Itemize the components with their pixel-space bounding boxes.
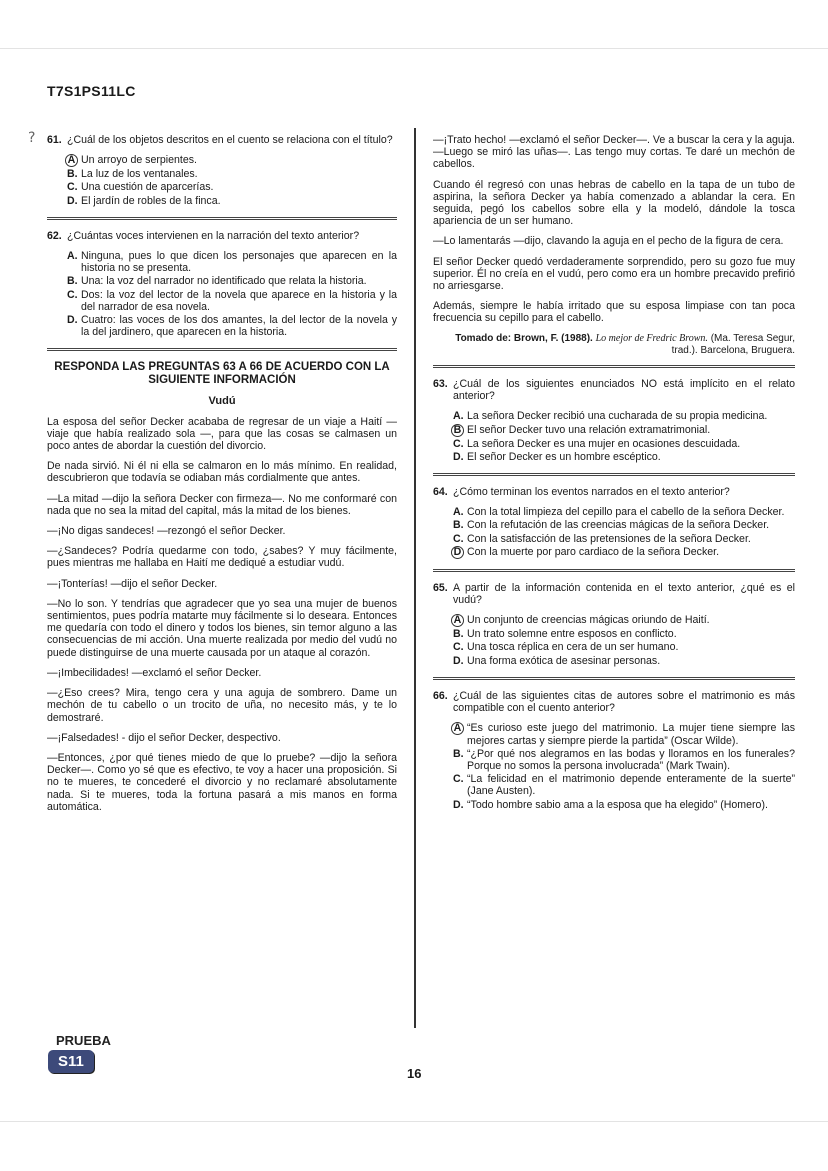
option-c[interactable] <box>453 533 795 545</box>
option-text: Un conjunto de creencias mágicas oriundo de Haití. <box>467 614 710 627</box>
option-text: “Todo hombre sabio ama a la esposa que ha elegido” (Homero). <box>467 798 768 811</box>
option-a[interactable] <box>453 722 795 746</box>
option-a[interactable] <box>67 250 397 274</box>
question-text: ¿Cuál de las siguientes citas de autores sobre el matrimonio es más compatible con el cuento anterior? <box>453 689 795 715</box>
option-letter: C. <box>67 181 78 194</box>
right-column <box>433 134 795 821</box>
option-c[interactable] <box>453 641 795 653</box>
option-a[interactable] <box>67 154 397 167</box>
source-title: Lo mejor de Fredric Brown. <box>595 332 708 344</box>
option-text: Ninguna, pues lo que dicen los personajes que aparecen en la historia no se presenta. <box>81 250 397 275</box>
option-text: “Es curioso este juego del matrimonio. La mujer tiene siempre las mejores cartas y siempre pierde la partida” (Oscar Wilde). <box>467 722 795 747</box>
option-letter: B. <box>67 168 78 181</box>
option-b[interactable] <box>453 424 795 437</box>
story-paragraph: —¿Eso crees? Mira, tengo cera y una aguja de sombrero. Dame un mechón de tu cabello o un trocito de uña, no necesito más, y te lo demostraré. <box>47 687 397 724</box>
option-d[interactable] <box>67 195 397 207</box>
option-a[interactable] <box>453 614 795 627</box>
option-b[interactable] <box>67 275 397 287</box>
option-letter: D. <box>453 654 464 667</box>
option-letter: A. <box>453 410 464 423</box>
test-badge <box>48 1033 111 1073</box>
source-prefix: Tomado de: Brown, F. (1988). <box>455 332 593 344</box>
question-number: 62. <box>47 229 62 242</box>
circled-letter: A <box>451 614 464 627</box>
story-paragraph: —Lo lamentarás —dijo, clavando la aguja en el pecho de la figura de cera. <box>433 235 784 248</box>
option-letter: C. <box>453 532 464 545</box>
option-text: Con la muerte por paro cardiaco de la señora Decker. <box>467 545 720 558</box>
question-number: 63. <box>433 378 448 391</box>
story-paragraph: —¡Tonterías! —dijo el señor Decker. <box>47 577 218 590</box>
question-number: 64. <box>433 486 448 499</box>
option-d[interactable] <box>453 451 795 463</box>
option-text: Una: la voz del narrador no identificado que relata la historia. <box>81 275 367 288</box>
story-paragraph: —La mitad —dijo la señora Decker con firmeza—. No me conformaré con nada que no sea la mitad del capital, más la mitad de los bienes. <box>47 492 397 517</box>
separator <box>433 473 795 476</box>
option-text: El señor Decker es un hombre escéptico. <box>467 450 661 463</box>
question-64 <box>433 486 795 559</box>
story-paragraph: Además, siempre le había irritado que su esposa limpiase con tan poca frecuencia su cepillo para el cabello. <box>433 300 795 325</box>
option-a[interactable] <box>453 506 795 518</box>
option-text: El señor Decker tuvo una relación extramatrimonial. <box>467 423 711 436</box>
option-text: Dos: la voz del lector de la novela que aparece en la historia y la del narrador de esa novela. <box>81 288 397 313</box>
story-title: Vudú <box>208 395 236 408</box>
option-text: Cuatro: las voces de los dos amantes, la del lector de la novela y la del jardinero, que aparecen en la historia. <box>81 314 397 339</box>
option-b[interactable] <box>67 168 397 180</box>
story-paragraph: —¡No digas sandeces! —rezongó el señor Decker. <box>47 525 286 538</box>
badge-code: S11 <box>48 1050 94 1073</box>
question-66 <box>433 690 795 811</box>
story-paragraph: —Entonces, ¿por qué tienes miedo de que lo pruebe? —dijo la señora Decker—. Como yo sé que es efectivo, te voy a hacer una proposición. Si no te mueres, te concederé el divorcio y no reclamaré absolutamente nada. Si te mueres, toda la fortuna pasará a mis manos en forma automática. <box>47 751 397 813</box>
option-d[interactable] <box>453 546 795 559</box>
option-b[interactable] <box>453 748 795 772</box>
option-letter: A. <box>453 506 464 519</box>
option-text: El jardín de robles de la finca. <box>81 194 221 207</box>
separator <box>47 348 397 351</box>
question-text: A partir de la información contenida en el texto anterior, ¿qué es el vudú? <box>453 581 795 607</box>
option-letter: B. <box>67 275 78 288</box>
page-number: 16 <box>407 1066 422 1081</box>
question-text: ¿Cuál de los objetos descritos en el cuento se relaciona con el título? <box>67 134 393 146</box>
circled-letter: A <box>65 154 78 167</box>
separator <box>433 677 795 680</box>
option-text: “La felicidad en el matrimonio depende enteramente de la suerte” (Jane Austen). <box>467 773 795 798</box>
instructions-heading: RESPONDA LAS PREGUNTAS 63 A 66 DE ACUERDO CON LA SIGUIENTE INFORMACIÓN <box>54 361 390 387</box>
option-c[interactable] <box>453 773 795 797</box>
source-suffix: (Ma. Teresa Segur, trad.). Barcelona, Bruguera. <box>671 332 795 356</box>
story-paragraph: —¡Falsedades! - dijo el señor Decker, despectivo. <box>47 731 281 744</box>
option-letter: D. <box>453 450 464 463</box>
option-text: Con la satisfacción de las pretensiones de la señora Decker. <box>467 532 751 545</box>
option-text: Una cuestión de aparcerías. <box>81 181 214 194</box>
option-b[interactable] <box>453 519 795 531</box>
option-a[interactable] <box>453 410 795 422</box>
option-letter: D. <box>67 314 78 327</box>
pencil-question-mark: ? <box>28 130 36 146</box>
option-c[interactable] <box>67 181 397 193</box>
option-b[interactable] <box>453 628 795 640</box>
option-text: Un arroyo de serpientes. <box>81 154 198 167</box>
option-letter: A. <box>67 250 78 263</box>
option-letter: B. <box>453 628 464 641</box>
option-text: Con la total limpieza del cepillo para el cabello de la señora Decker. <box>467 506 785 519</box>
option-text: La señora Decker recibió una cucharada de su propia medicina. <box>467 410 768 423</box>
option-letter: C. <box>453 773 464 786</box>
badge-label: PRUEBA <box>56 1033 111 1048</box>
option-letter: C. <box>453 437 464 450</box>
question-text: ¿Cuántas voces intervienen en la narración del texto anterior? <box>67 229 360 242</box>
test-code: T7S1PS11LC <box>47 83 136 99</box>
story-paragraph: —¡Trato hecho! —exclamó el señor Decker—. Ve a buscar la cera y la aguja. —Luego se miró las uñas—. Las tengo muy cortas. Te daré un mechón de cabellos. <box>433 134 795 171</box>
option-letter: B. <box>453 747 464 760</box>
option-letter: D. <box>453 798 464 811</box>
option-letter: C. <box>67 288 78 301</box>
option-d[interactable] <box>67 314 397 338</box>
column-divider <box>414 128 416 1028</box>
separator <box>47 217 397 220</box>
option-d[interactable] <box>453 655 795 667</box>
option-c[interactable] <box>67 289 397 313</box>
story-paragraph: —¡Imbecilidades! —exclamó el señor Decker. <box>47 666 262 679</box>
story-paragraph: De nada sirvió. Ni él ni ella se calmaron en lo más mínimo. En realidad, descubrieron que todavía se odiaban más cordialmente que antes. <box>47 460 397 485</box>
question-text: ¿Cuál de los siguientes enunciados NO está implícito en el relato anterior? <box>453 378 795 403</box>
circled-letter: A <box>451 722 464 735</box>
option-text: Con la refutación de las creencias mágicas de la señora Decker. <box>467 519 770 532</box>
option-text: Un trato solemne entre esposos en conflicto. <box>467 628 677 641</box>
story-paragraph: Cuando él regresó con unas hebras de cabello en la tapa de un tubo de aspirina, la señora Decker ya había comenzado a ablandar la cera. En seguida, pegó los cabellos sobre ella y la modeló, dándole la tosca apariencia de un ser humano. <box>433 178 795 228</box>
option-letter: D. <box>67 194 78 207</box>
option-letter: B. <box>453 519 464 532</box>
option-text: Una tosca réplica en cera de un ser humano. <box>467 641 679 654</box>
question-number: 65. <box>433 581 448 594</box>
left-column <box>47 134 397 821</box>
option-d[interactable] <box>453 799 795 811</box>
story-paragraph: —¿Sandeces? Podría quedarme con todo, ¿sabes? Y muy fácilmente, pues mientras me hallaba en Haití me dediqué a estudiar vudú. <box>47 545 397 570</box>
option-text: Una forma exótica de asesinar personas. <box>467 654 661 667</box>
separator <box>433 569 795 572</box>
story-paragraph: La esposa del señor Decker acababa de regresar de un viaje a Haití —viaje que había realizado sola —, para que las cosas se calmasen un poco antes de abordar la cuestión del divorcio. <box>47 415 397 453</box>
source-citation <box>433 333 795 357</box>
question-text: ¿Cómo terminan los eventos narrados en el texto anterior? <box>453 486 730 499</box>
question-61 <box>47 134 397 207</box>
option-text: “¿Por qué nos alegramos en las bodas y lloramos en los funerales? Porque no somos la persona involucrada” (Mark Twain). <box>467 747 795 772</box>
option-text: La señora Decker es una mujer en ocasiones descuidada. <box>467 437 741 450</box>
question-62 <box>47 230 397 339</box>
question-number: 61. <box>47 134 62 146</box>
option-c[interactable] <box>453 438 795 450</box>
option-text: La luz de los ventanales. <box>81 168 198 181</box>
question-63 <box>433 378 795 463</box>
circled-letter: B <box>451 424 464 437</box>
question-number: 66. <box>433 689 448 702</box>
option-letter: C. <box>453 641 464 654</box>
separator <box>433 365 795 368</box>
question-65 <box>433 582 795 667</box>
story-paragraph: El señor Decker quedó verdaderamente sorprendido, pero su gozo fue muy superior. Él no creía en el vudú, pero como era un hombre precavido prefirió no arriesgarse. <box>433 255 795 293</box>
circled-letter: D <box>451 546 464 559</box>
story-paragraph: —No lo son. Y tendrías que agradecer que yo sea una mujer de buenos sentimientos, pues podría matarte muy fácilmente si lo deseara. Entonces me quedaría con todo el dinero y todos los bienes, sin temor alguno a las consecuencias de mi acción. Una muerte realizada por medio del vudú no puede distinguirse de una muerte causada por un ataque al corazón. <box>47 597 397 659</box>
